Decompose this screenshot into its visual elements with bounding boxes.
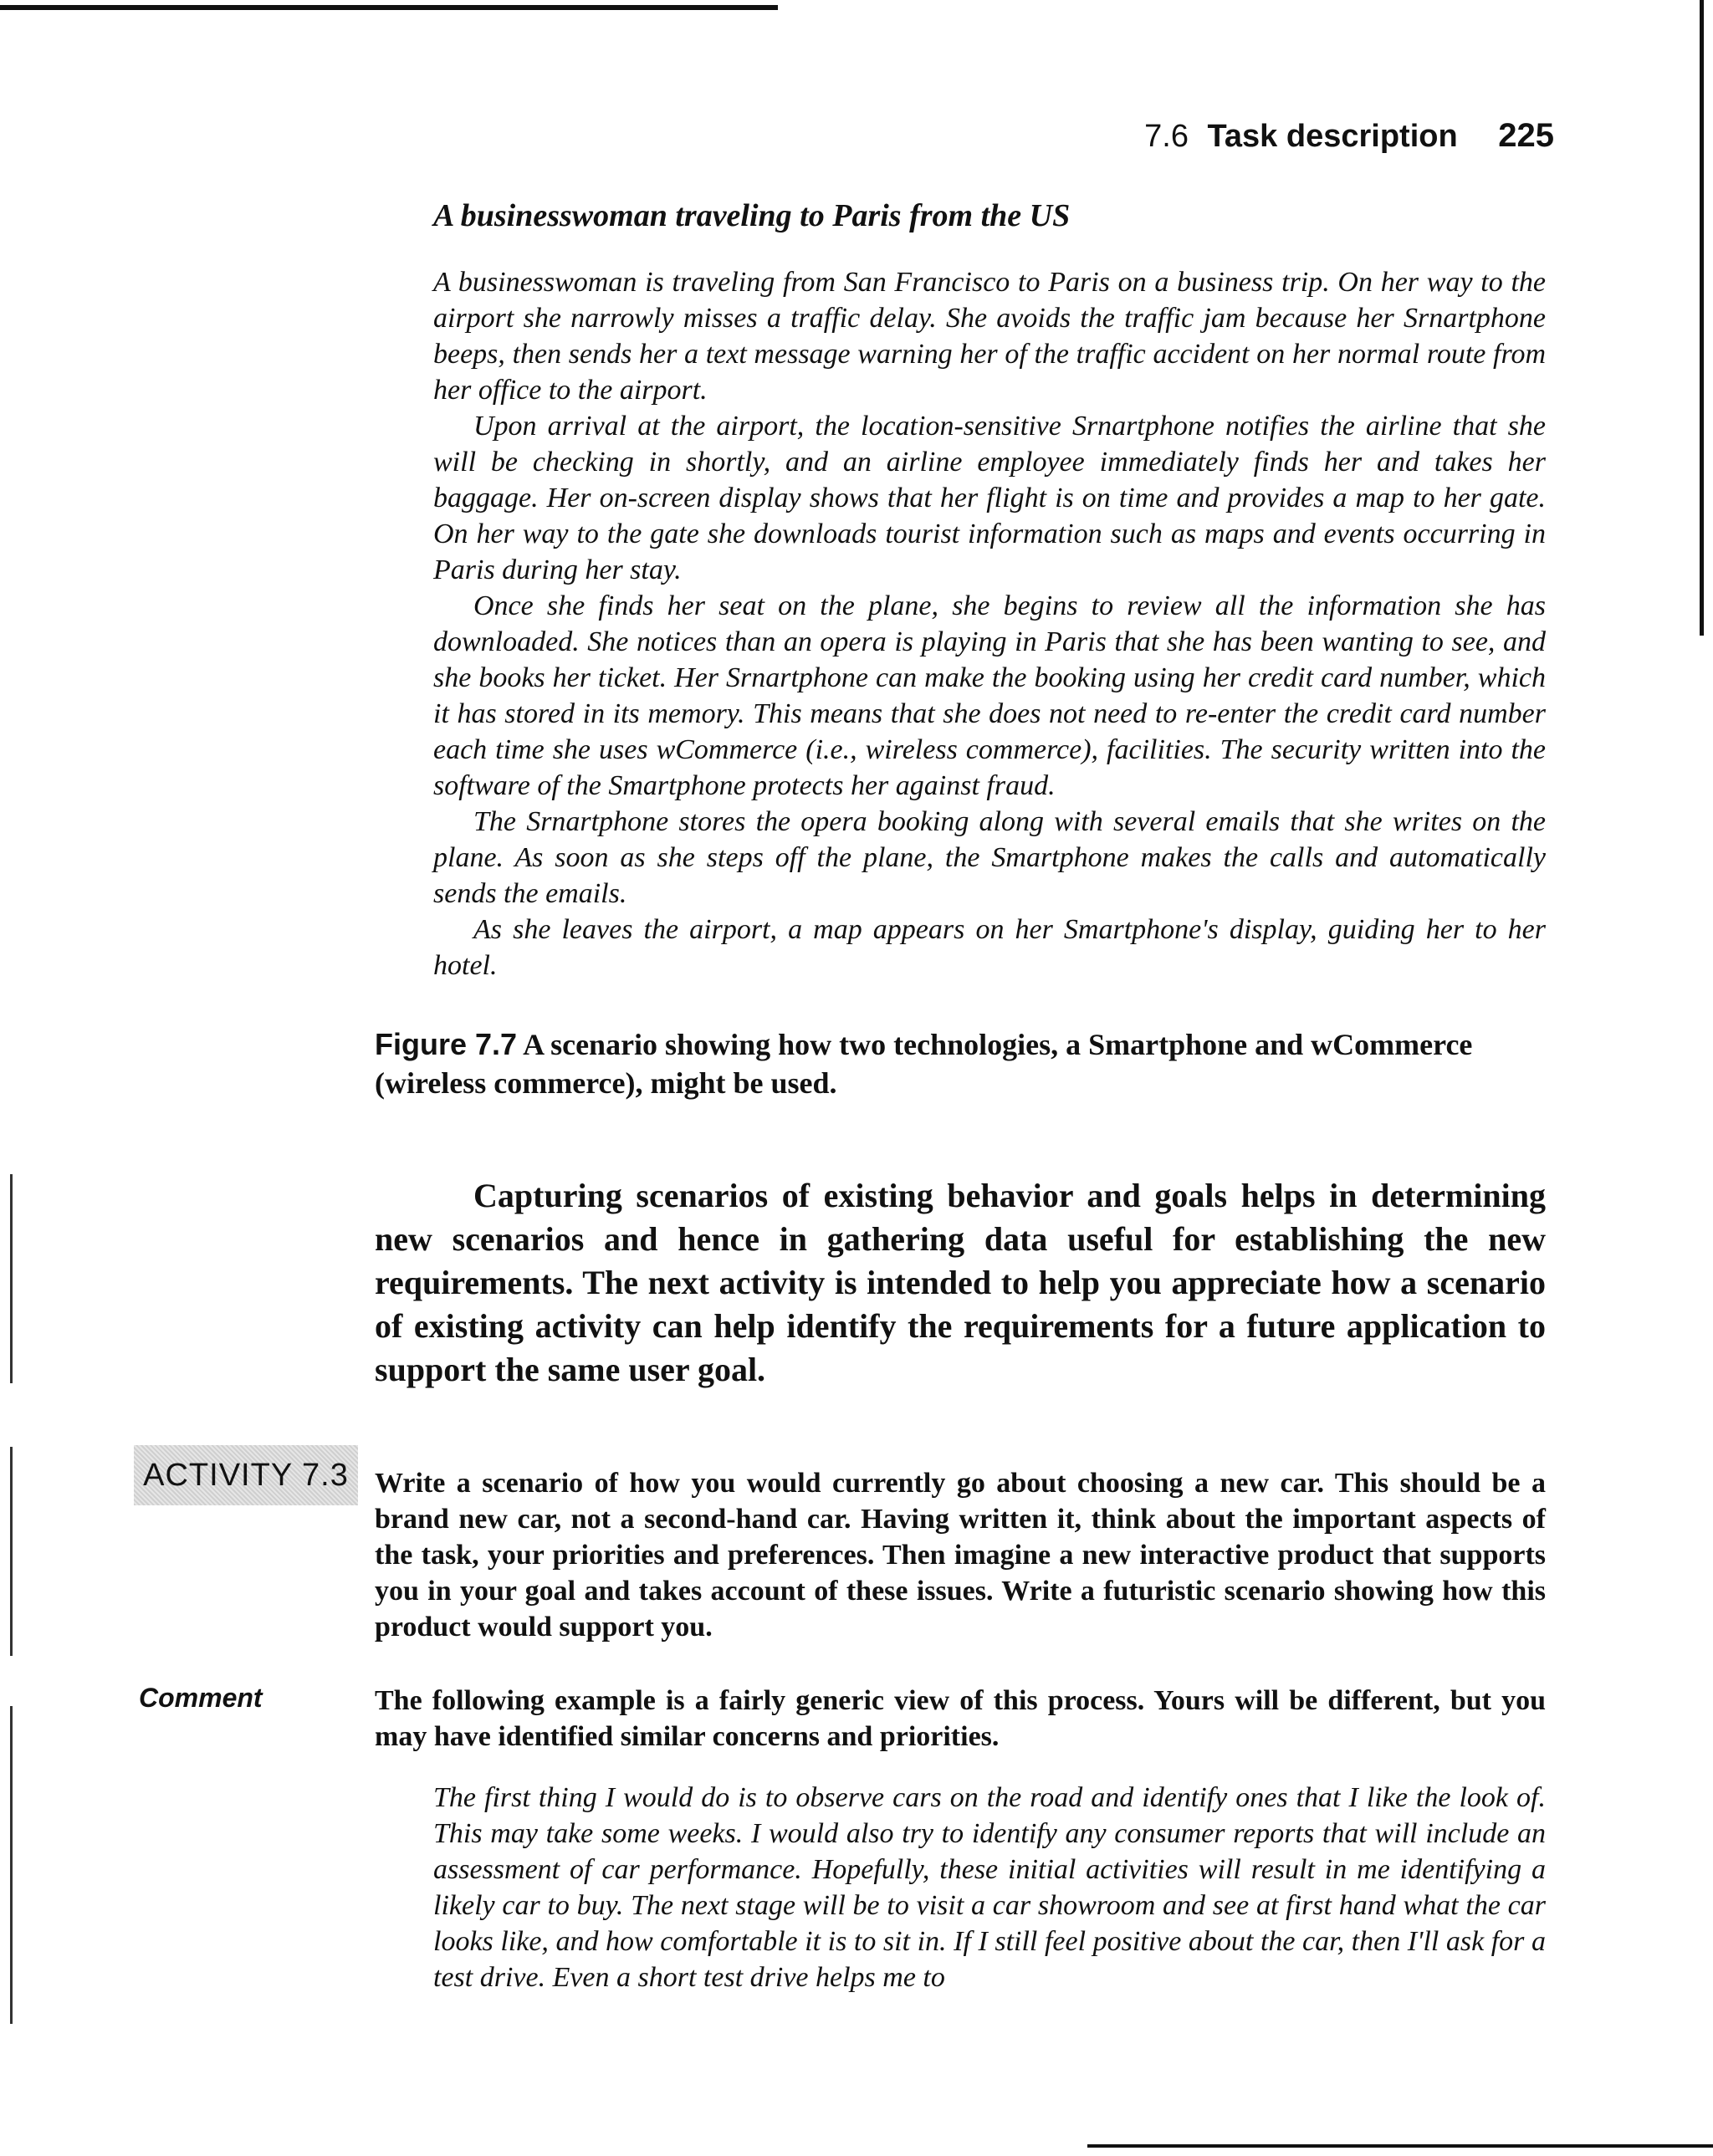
figure-caption-text: A scenario showing how two technologies, a Smartphone and wCommerce (wireless commerce), might be used. [375, 1028, 1473, 1100]
scenario-paragraph: As she leaves the airport, a map appears on her Smartphone's display, guiding her to her hotel. [433, 914, 1546, 981]
body-paragraph: Capturing scenarios of existing behavior and goals helps in determining new scenarios and hence in gathering data useful for establishing the new requirements. The next activity is intended to help you appreciate how a scenario of existing activity can help identify the requirements for a future application to support the same user goal. [375, 1177, 1546, 1388]
figure-caption [375, 1025, 1562, 1102]
page-number: 225 [1498, 117, 1554, 154]
activity-text: Write a scenario of how you would currently go about choosing a new car. This should be a brand new car, not a second-hand car. Having written it, think about the important aspects of the task, your priorities and preferences. Then imagine a new interactive product that supports you in your goal and takes account of these issues. Write a futuristic scenario showing how this product would support you. [375, 1468, 1546, 1643]
top-rule [0, 5, 778, 10]
margin-change-bar [10, 1174, 13, 1383]
scenario-title: A businesswoman traveling to Paris from the US [433, 198, 1071, 233]
running-header [1144, 117, 1554, 155]
margin-change-bar [10, 1447, 13, 1656]
right-edge-rule [1700, 0, 1704, 636]
margin-change-bar [10, 1706, 13, 2024]
scenario-paragraph: A businesswoman is traveling from San Francisco to Paris on a business trip. On her way to the airport she narrowly misses a traffic delay. She avoids the traffic jam because her Srnartphone beeps, then sends her a text message warning her of the traffic accident on her normal route from her office to the airport. [433, 267, 1546, 406]
scenario-paragraph: Once she finds her seat on the plane, she begins to review all the information she has downloaded. She notices than an opera is playing in Paris that she has been wanting to see, and she books her ticket. Her Srnartphone can make the booking using her credit card number, which it has stored in its memory. This means that she does not need to re-enter the credit card number each time she uses wCommerce (i.e., wireless commerce), facilities. The security written into the software of the Smartphone protects her against fraud. [433, 590, 1546, 801]
comment-text: The following example is a fairly generic view of this process. Yours will be different, but you may have identified similar concerns and priorities. [375, 1685, 1546, 1752]
bottom-rule [1087, 2144, 1713, 2148]
figure-label: Figure 7.7 [375, 1027, 518, 1061]
scenario-body [433, 264, 1546, 983]
section-number: 7.6 [1144, 119, 1189, 154]
scenario-paragraph: The Srnartphone stores the opera booking along with several emails that she writes on the plane. As soon as she steps off the plane, the Smartphone makes the calls and automatically sends the emails. [433, 806, 1546, 909]
comment-label: Comment [139, 1683, 263, 1713]
scenario-paragraph: Upon arrival at the airport, the location-sensitive Srnartphone notifies the airline that she will be checking in shortly, and an airline employee immediately finds her and takes her baggage. Her on-screen display shows that her flight is on time and provides a map to her gate. On her way to the gate she downloads tourist information such as maps and events occurring in Paris during her stay. [433, 411, 1546, 585]
example-scenario: The first thing I would do is to observe cars on the road and identify ones that I like the look of. This may take some weeks. I would also try to identify any consumer reports that will include an assessment of car performance. Hopefully, these initial activities will result in me identifying a likely car to buy. The next stage will be to visit a car showroom and see at first hand what the car looks like, and how comfortable it is to sit in. If I still feel positive about the car, then I'll ask for a test drive. Even a short test drive helps me to [433, 1782, 1546, 1993]
activity-badge [134, 1445, 358, 1505]
activity-label: ACTIVITY 7.3 [143, 1457, 349, 1493]
section-title: Task description [1207, 119, 1458, 154]
